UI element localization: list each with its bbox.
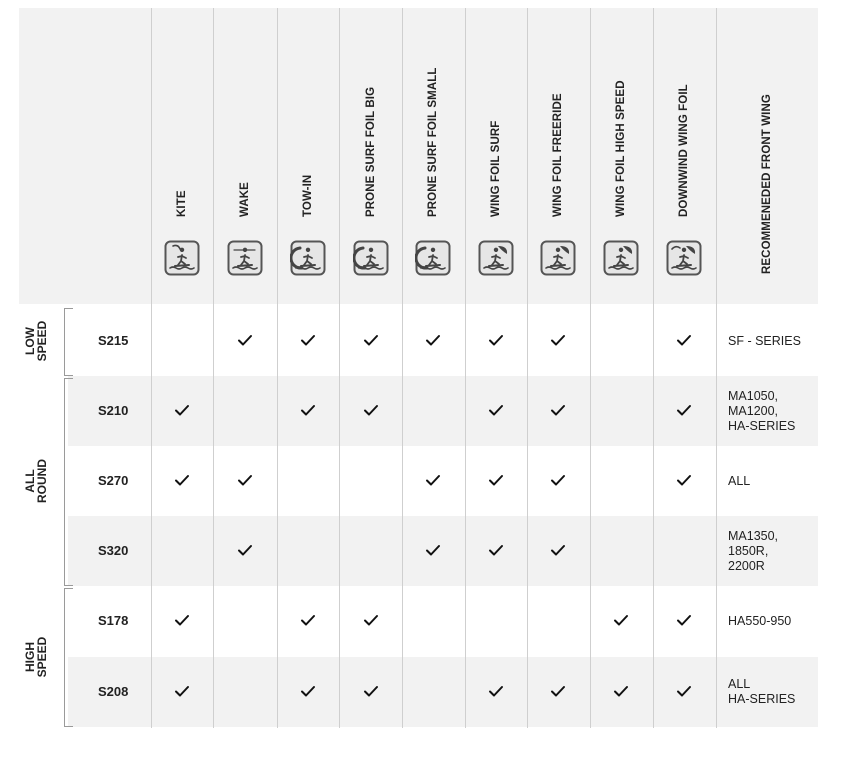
check-icon	[488, 473, 504, 487]
recommended-front-wing	[728, 614, 818, 629]
recommended-front-wing	[728, 334, 818, 349]
check-icon	[300, 684, 316, 698]
column-header-recommended-front-wing: RECOMMENEDED FRONT WING	[761, 94, 773, 274]
group-label-line: SPEED	[35, 636, 49, 677]
wing-line: MA1350,	[728, 528, 779, 543]
check-icon	[174, 403, 190, 417]
wing-foil-freeride-icon	[540, 240, 576, 276]
wing-foil-high-speed-icon	[603, 240, 639, 276]
check-icon	[488, 684, 504, 698]
column-header-tow-in: TOW-IN	[302, 174, 314, 217]
column-divider	[527, 8, 528, 728]
wake-icon	[227, 240, 263, 276]
model-name: S270	[98, 473, 129, 488]
recommended-front-wing	[728, 474, 818, 489]
wing-line: 2200R	[728, 558, 765, 573]
check-icon	[676, 613, 692, 627]
check-icon	[613, 684, 629, 698]
check-icon	[425, 543, 441, 557]
recommended-front-wing	[728, 529, 818, 574]
column-divider	[213, 8, 214, 728]
check-icon	[550, 403, 566, 417]
column-divider	[277, 8, 278, 728]
column-divider	[716, 8, 717, 728]
check-icon	[676, 684, 692, 698]
model-name: S215	[98, 333, 129, 348]
wing-line: HA-SERIES	[728, 692, 796, 706]
check-icon	[363, 613, 379, 627]
wing-line: ALL	[728, 473, 751, 488]
check-icon	[237, 473, 253, 487]
check-icon	[237, 333, 253, 347]
check-icon	[300, 613, 316, 627]
column-divider	[590, 8, 591, 728]
wing-line: HA550-950	[728, 613, 792, 628]
check-icon	[425, 333, 441, 347]
check-icon	[488, 333, 504, 347]
wing-line: MA1050,	[728, 388, 779, 403]
wing-line: HA-SERIES	[728, 418, 796, 433]
group-bracket	[64, 588, 73, 727]
column-divider	[653, 8, 654, 728]
column-header-kite: KITE	[176, 190, 188, 217]
column-divider	[339, 8, 340, 728]
tow-in-icon	[290, 240, 326, 276]
check-icon	[550, 333, 566, 347]
column-header-wing-foil-freeride: WING FOIL FREERIDE	[552, 93, 564, 217]
check-icon	[300, 403, 316, 417]
group-label-line: LOW	[23, 327, 37, 355]
check-icon	[174, 473, 190, 487]
check-icon	[488, 543, 504, 557]
wing-line: MA1200,	[728, 403, 779, 418]
recommended-front-wing	[728, 389, 818, 434]
prone-surf-foil-small-icon	[415, 240, 451, 276]
check-icon	[550, 473, 566, 487]
check-icon	[676, 473, 692, 487]
model-name: S208	[98, 684, 129, 699]
check-icon	[363, 333, 379, 347]
check-icon	[676, 333, 692, 347]
downwind-wing-foil-icon	[666, 240, 702, 276]
column-divider	[465, 8, 466, 728]
table-row	[68, 516, 818, 586]
wing-foil-surf-icon	[478, 240, 514, 276]
group-label-line: ALL	[23, 469, 37, 493]
check-icon	[174, 684, 190, 698]
column-header-prone-surf-foil-big: PRONE SURF FOIL BIG	[365, 86, 377, 217]
prone-surf-foil-big-icon	[353, 240, 389, 276]
check-icon	[237, 543, 253, 557]
column-header-downwind-wing-foil: DOWNWIND WING FOIL	[678, 84, 690, 217]
group-label-line: ROUND	[35, 459, 49, 503]
group-label-low-speed	[24, 311, 48, 371]
model-name: S320	[98, 543, 129, 558]
check-icon	[300, 333, 316, 347]
kite-icon	[164, 240, 200, 276]
model-name: S178	[98, 613, 129, 628]
check-icon	[613, 613, 629, 627]
column-header-wing-foil-high-speed: WING FOIL HIGH SPEED	[615, 80, 627, 217]
group-label-high-speed	[24, 627, 48, 687]
column-header-wake: WAKE	[239, 182, 251, 217]
recommended-front-wing	[728, 677, 818, 707]
group-label-line: SPEED	[35, 320, 49, 362]
check-icon	[550, 543, 566, 557]
wing-line: ALL	[728, 677, 751, 691]
column-divider	[402, 8, 403, 728]
column-divider	[151, 8, 152, 728]
group-bracket	[64, 378, 73, 586]
check-icon	[488, 403, 504, 417]
table-row	[68, 306, 818, 376]
check-icon	[550, 684, 566, 698]
check-icon	[425, 473, 441, 487]
group-label-line: HIGH	[23, 641, 37, 672]
column-header-prone-surf-foil-small: PRONE SURF FOIL SMALL	[427, 67, 439, 217]
check-icon	[363, 403, 379, 417]
group-label-all-round	[24, 451, 48, 511]
wing-line: SF - SERIES	[728, 333, 801, 348]
wing-line: 1850R,	[728, 543, 769, 558]
model-name: S210	[98, 403, 129, 418]
group-bracket	[64, 308, 73, 376]
check-icon	[363, 684, 379, 698]
column-header-wing-foil-surf: WING FOIL SURF	[490, 120, 502, 217]
check-icon	[676, 403, 692, 417]
check-icon	[174, 613, 190, 627]
